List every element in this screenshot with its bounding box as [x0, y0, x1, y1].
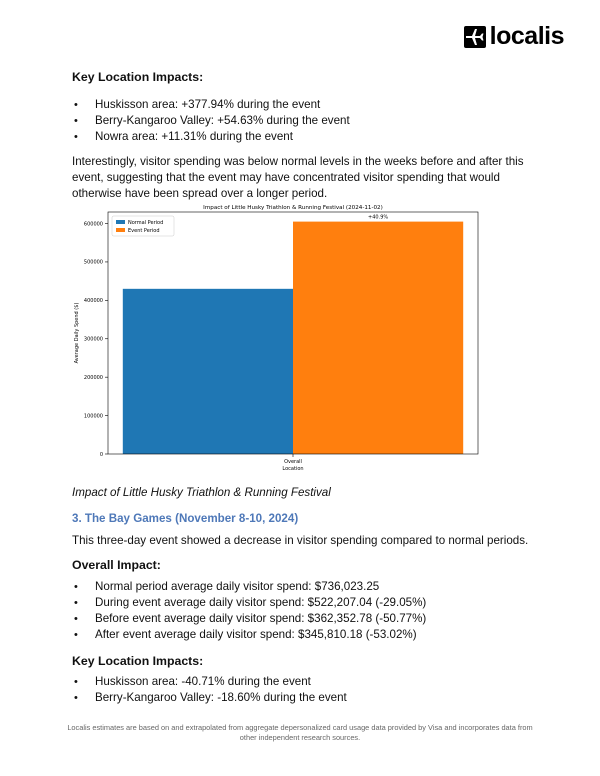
chart-svg — [72, 198, 490, 473]
impact-chart — [72, 198, 490, 473]
list-item: • After event average daily visitor spend: $345,810.18 (-53.02%) — [72, 627, 426, 643]
y-tick-label: 200000 — [83, 374, 103, 381]
legend-swatch — [116, 220, 125, 224]
spending-paragraph: Interestingly, visitor spending was below normal levels in the weeks before and after this event, suggesting that the event may have concentrated visitor spending that would otherwise have been spread over a longer period. — [72, 155, 524, 200]
key-impacts-heading: Key Location Impacts: — [72, 70, 204, 84]
y-axis-label: Average Daily Spend ($) — [74, 302, 80, 364]
bar-normal-period — [123, 289, 293, 454]
list-item: • During event average daily visitor spend: $522,207.04 (-29.05%) — [72, 595, 426, 611]
x-tick-label: Overall — [284, 459, 302, 465]
legend-label: Normal Period — [128, 219, 164, 226]
y-tick-label: 300000 — [83, 336, 103, 343]
intro-block — [72, 70, 542, 202]
key-impacts-heading-2: Key Location Impacts: — [72, 654, 204, 668]
section-title: 3. The Bay Games (November 8-10, 2024) — [72, 512, 299, 525]
list-item: • Nowra area: +11.31% during the event — [72, 129, 542, 145]
list-item: • Normal period average daily visitor spend: $736,023.25 — [72, 579, 426, 595]
key-impacts-list — [72, 97, 542, 145]
chart-caption: Impact of Little Husky Triathlon & Running Festival — [72, 486, 331, 499]
brand-name: localis — [489, 22, 564, 50]
brand-logo — [464, 22, 564, 51]
y-tick-label: 400000 — [83, 298, 103, 305]
overall-impact-list — [72, 579, 426, 643]
y-tick-label: 100000 — [83, 413, 103, 420]
list-item: • Berry-Kangaroo Valley: -18.60% during the event — [72, 690, 347, 706]
list-item: • Huskisson area: -40.71% during the event — [72, 674, 347, 690]
bar-event-period — [293, 222, 463, 454]
legend-swatch — [116, 228, 125, 232]
key-impacts-list-2 — [72, 674, 347, 706]
chart-title: Impact of Little Husky Triathlon & Running Festival (2024-11-02) — [203, 205, 383, 211]
y-tick-label: 600000 — [83, 221, 103, 228]
y-tick-label: 500000 — [83, 259, 103, 266]
legend-label: Event Period — [128, 227, 160, 234]
y-tick-label: 0 — [99, 451, 103, 458]
footer-note: Localis estimates are based on and extrapolated from aggregate depersonalized card usage data provided by Visa and incorporates data from other independent research sources. — [67, 723, 533, 742]
bar-annotation: +40.9% — [368, 214, 389, 221]
overall-impact-heading: Overall Impact: — [72, 558, 161, 572]
x-axis-label: Location — [282, 466, 304, 472]
plane-icon — [464, 26, 486, 48]
list-item: • Huskisson area: +377.94% during the event — [72, 97, 542, 113]
section-intro: This three-day event showed a decrease in visitor spending compared to normal periods. — [72, 534, 529, 547]
list-item: • Before event average daily visitor spend: $362,352.78 (-50.77%) — [72, 611, 426, 627]
list-item: • Berry-Kangaroo Valley: +54.63% during the event — [72, 113, 542, 129]
